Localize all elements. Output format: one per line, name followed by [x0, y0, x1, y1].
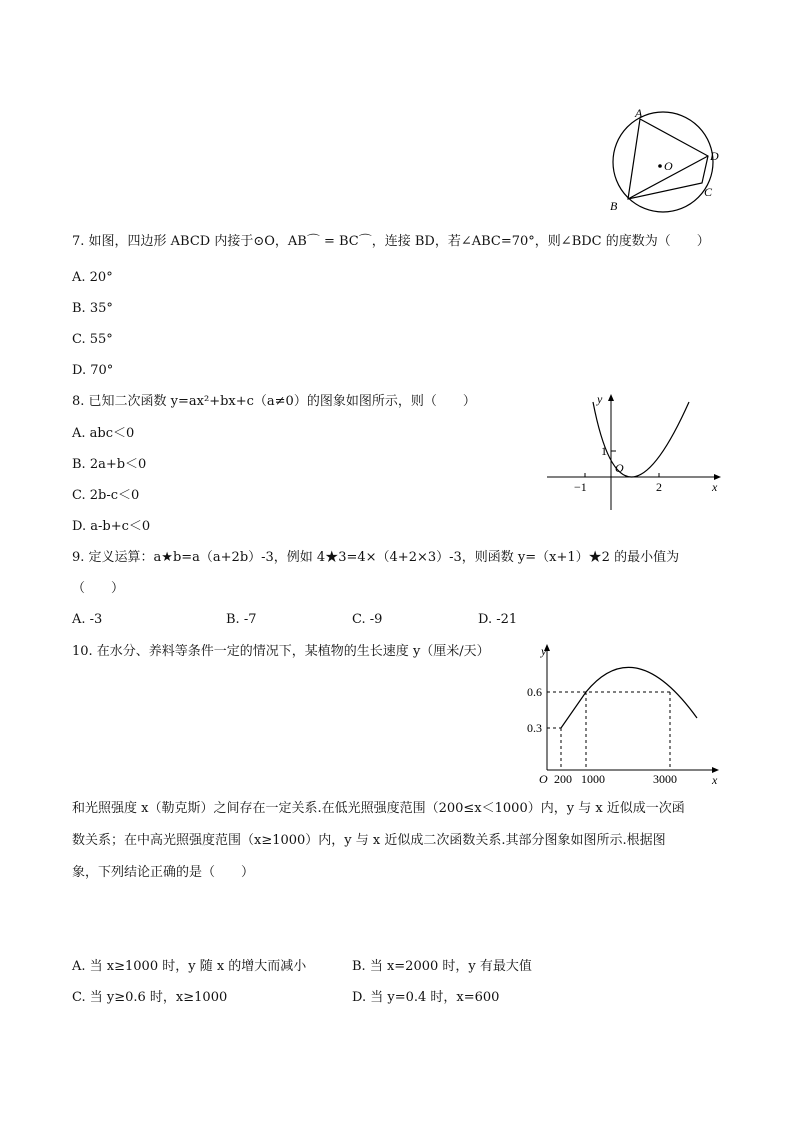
q8-option-d: D. a-b+c＜0 [72, 519, 151, 534]
q10-option-b: B. 当 x=2000 时，y 有最大值 [352, 959, 532, 974]
q8-option-a: A. abc＜0 [72, 426, 135, 441]
q9-stem: 9. 定义运算：a★b=a（a+2b）-3，例如 4★3=4×（4+2×3）-3，则函数 y=（x+1）★2 的最小值为 [72, 550, 680, 565]
q10-label-x: x [712, 773, 718, 787]
label-D: D [710, 149, 719, 163]
q8-label-1: 1 [601, 444, 607, 458]
label-C: C [704, 185, 713, 199]
q8-option-c: C. 2b-c＜0 [72, 488, 140, 503]
q7-circle-figure [600, 100, 730, 220]
q10-stem: 10. 在水分、养料等条件一定的情况下，某植物的生长速度 y（厘米/天） [72, 644, 490, 659]
q10-option-c: C. 当 y≥0.6 时，x≥1000 [72, 990, 228, 1005]
q10-label-O: O [539, 772, 548, 786]
q10-label-200: 200 [554, 772, 572, 786]
q9-stem-paren: （ ） [72, 581, 125, 596]
q8-label-2: 2 [656, 480, 662, 494]
q8-stem: 8. 已知二次函数 y=ax²+bx+c（a≠0）的图象如图所示，则（ ） [72, 394, 476, 409]
q9-option-c: C. -9 [352, 612, 383, 627]
q7-option-c: C. 55° [72, 332, 113, 347]
q9-option-d: D. -21 [478, 612, 518, 627]
q10-label-y: y [541, 644, 547, 658]
q9-option-b: B. -7 [226, 612, 257, 627]
q8-label-y: y [597, 392, 603, 406]
label-A: A [635, 106, 643, 120]
q10-label-3000: 3000 [653, 772, 677, 786]
q10-stem-line4: 象，下列结论正确的是（ ） [72, 865, 255, 880]
q8-option-b: B. 2a+b＜0 [72, 457, 147, 472]
q10-option-d: D. 当 y=0.4 时，x=600 [352, 990, 500, 1005]
q7-stem: 7. 如图，四边形 ABCD 内接于⊙O，AB⌒ = BC⌒，连接 BD，若∠ABC=70°，则∠BDC 的度数为（ ） [72, 234, 710, 249]
q10-stem-line3: 数关系；在中高光照强度范围（x≥1000）内，y 与 x 近似成二次函数关系.其部分图象如图所示.根据图 [72, 833, 666, 848]
q7-option-b: B. 35° [72, 301, 113, 316]
q7-option-a: A. 20° [72, 270, 113, 285]
q10-stem-line2: 和光照强度 x（勒克斯）之间存在一定关系.在低光照强度范围（200≤x＜1000）内，y 与 x 近似成一次函 [72, 801, 685, 816]
q8-label-O: O [615, 461, 624, 475]
q8-parabola-figure [545, 390, 725, 515]
q9-option-a: A. -3 [72, 612, 103, 627]
label-B: B [610, 199, 618, 213]
q10-label-06: 0.6 [527, 685, 542, 699]
q10-graph-figure [525, 640, 725, 790]
q10-option-a: A. 当 x≥1000 时，y 随 x 的增大而减小 [72, 959, 307, 974]
q7-option-d: D. 70° [72, 363, 114, 378]
q8-label-minus1: −1 [574, 480, 587, 494]
q10-label-1000: 1000 [581, 772, 605, 786]
label-O: O [664, 159, 673, 173]
q10-label-03: 0.3 [527, 721, 542, 735]
q8-label-x: x [712, 480, 718, 494]
